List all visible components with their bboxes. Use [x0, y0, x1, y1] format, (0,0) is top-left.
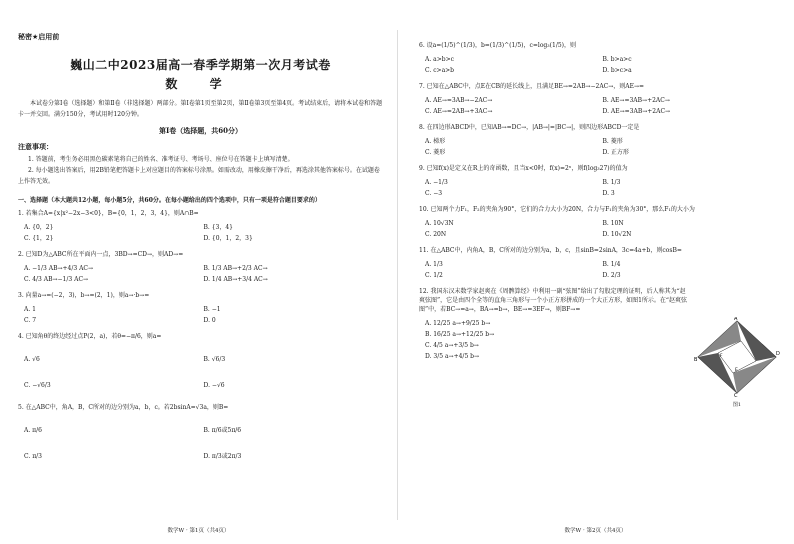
option: C. 20N [425, 231, 447, 238]
option: A. a>b>c [425, 56, 454, 63]
option: A. −1/3 [425, 179, 448, 186]
option: D. 3/5 a→+4/5 b→ [425, 353, 480, 360]
question-2: 2. 已知D为△ABC所在平面内一点，3BD→=CD→，则AD→= [18, 251, 184, 258]
question-5-options [18, 417, 383, 469]
option: B. π/6或5π/6 [203, 426, 242, 434]
question-1: 1. 若集合A={x|x²−2x−3<0}，B={0，1，2，3，4}，则A∩B= [18, 210, 199, 217]
question-9: 9. 已知f(x)是定义在R上的奇函数，且当x<0时，f(x)=2ˣ，则f(log₃27)的值为 [419, 165, 628, 172]
option: A. 1 [24, 306, 36, 313]
option: C. 7 [24, 317, 37, 324]
option: D. 0 [203, 317, 216, 324]
question-6: 6. 设a=(1/5)^(1/3)，b=(1/3)^(1/5)，c=log₃(1/5)，则 [419, 42, 577, 49]
figure-caption: 图1 [732, 402, 742, 408]
label-b: B [694, 357, 698, 363]
option: D. 1/4 AB→+3/4 AC→ [203, 276, 268, 283]
exam-intro: 本试卷分第Ⅰ卷（选择题）和第Ⅱ卷（非选择题）两部分。第Ⅰ卷第1页至第2页，第Ⅱ卷第3页至第4页。考试结束后，请将本试卷和答题卡一并交回。满分150分，考试用时120分钟。 [18, 100, 383, 118]
page-footer: 数学W · 第2页（共4页） [564, 528, 627, 534]
option: C. −3 [425, 190, 443, 197]
option: D. −√6 [203, 381, 225, 389]
zhao-shuang-figure [694, 317, 780, 408]
option: A. 12/25 a→+9/25 b→ [425, 320, 491, 327]
option: C. c>a>b [425, 67, 455, 74]
question-4-options [18, 346, 383, 398]
option: B. 1/3 AB→+2/3 AC→ [203, 265, 268, 272]
option: A. 梯形 [425, 138, 446, 145]
label-a: A [734, 317, 738, 322]
question-8-options [419, 137, 780, 159]
option: D. 3 [602, 190, 615, 197]
question-3: 3. 向量a→=(−2，3)，b→=(2，1)，则a→·b→= [18, 292, 150, 299]
question-10-options [419, 219, 780, 241]
option: B. AE→=3AB→+2AC→ [602, 97, 670, 104]
option: D. 10√2N [602, 231, 632, 238]
question-1-options [18, 223, 383, 245]
part-1-heading: 第Ⅰ卷（选择题，共60分） [158, 126, 242, 135]
option: D. b>c>a [602, 67, 632, 74]
question-12: 12. 我国东汉末数学家赵爽在《周髀算经》中利用一副“弦图”给出了勾股定理的证明，后人称其为“赵爽弦图”，它是由四个全等的直角三角形与一个小正方形拼成的一个大正方形，如图1所示。在“赵爽弦图”中，若BC→=a→，BA→=b→，BE→=3EF→，则BF→= [419, 288, 687, 313]
option: B. 16/25 a→+12/25 b→ [425, 331, 495, 338]
notice-1: 1. 答题前，考生务必用黑色碳素笔将自己的姓名、准考证号、考场号、座位号在答题卡上填写清楚。 [28, 156, 294, 163]
option: B. {3，4} [203, 224, 233, 231]
option: A. AE→=3AB→−2AC→ [425, 97, 493, 104]
label-d: D [776, 351, 780, 357]
option: C. AE→=2AB→+3AC→ [425, 108, 493, 115]
option: B. 1/4 [602, 261, 621, 268]
question-10: 10. 已知两个力F₁，F₂的夹角为90°，它们的合力大小为20N，合力与F₁的夹角为30°，那么F₁的大小为 [419, 206, 695, 213]
question-7: 7. 已知在△ABC中，点E在CB的延长线上，且满足BE→=2AB→−2AC→，则AE→= [419, 83, 645, 90]
option: C. {1，2} [24, 235, 54, 242]
page-footer: 数学W · 第1页（共4页） [167, 528, 230, 534]
exam-subject: 数 学 [165, 77, 236, 91]
secret-label: 秘密★启用前 [18, 33, 60, 41]
label-c: C [734, 393, 738, 397]
question-11: 11. 在△ABC中，内角A，B，C所对的边分别为a，b，c，且sinB=2sinA，3c=4a+b，则cosB= [419, 247, 682, 254]
option: A. π/6 [24, 426, 42, 434]
notice-heading: 注意事项： [18, 142, 53, 151]
option: B. b>a>c [602, 56, 632, 63]
option: B. 1/3 [602, 179, 621, 186]
option: D. 2/3 [602, 272, 621, 279]
question-2-options [18, 264, 383, 286]
question-11-options [419, 260, 780, 282]
notice-2: 2. 每小题选出答案后，用2B铅笔把答题卡上对应题目的答案标号涂黑。如需改动，用橡皮擦干净后，再选涂其他答案标号。在试题卷上作答无效。 [18, 167, 380, 185]
option: B. 菱形 [602, 138, 623, 145]
question-5: 5. 在△ABC中，角A，B，C所对的边分别为a，b，c。若2bsinA=√3a，则B= [18, 404, 229, 411]
option: D. π/3或2π/3 [203, 452, 242, 460]
option: C. 4/3 AB→−1/3 AC→ [24, 276, 89, 283]
question-4: 4. 已知角θ的终边经过点P(2，a)，若θ=−π/6，则a= [18, 333, 162, 340]
option: D. AE→=3AB→+2AC→ [602, 108, 671, 115]
option: A. −1/3 AB→+4/3 AC→ [24, 265, 94, 272]
option: D. 正方形 [602, 149, 629, 156]
option: B. 10N [602, 220, 624, 227]
option: A. √6 [24, 355, 40, 363]
option: C. 1/2 [425, 272, 443, 279]
option: D. {0，1，2，3} [203, 235, 253, 242]
option: C. 4/5 a→+3/5 b→ [425, 342, 479, 349]
option: A. 10√3N [425, 220, 454, 227]
question-8: 8. 在四边形ABCD中，已知AB→=DC→，|AB→|=|BC→|，则四边形ABCD一定是 [419, 124, 640, 131]
question-12-block [419, 287, 780, 408]
option: C. π/3 [24, 452, 42, 460]
option: C. 菱形 [425, 149, 446, 156]
section-1-heading: 一、选择题（本大题共12小题，每小题5分，共60分。在每小题给出的四个选项中，只有一项是符合题目要求的） [18, 197, 321, 204]
exam-title: 巍山二中2023届高一春季学期第一次月考试卷 [70, 58, 331, 72]
string-diagram [694, 317, 780, 397]
page-2 [397, 0, 794, 544]
question-6-options [419, 55, 780, 77]
question-3-options [18, 305, 383, 327]
label-e: E [735, 368, 738, 373]
option: B. √6/3 [203, 355, 226, 363]
option: C. −√6/3 [24, 381, 51, 389]
label-f: F [720, 354, 723, 359]
option: A. {0，2} [24, 224, 54, 231]
question-7-options [419, 96, 780, 118]
option: A. 1/3 [425, 261, 443, 268]
option: B. −1 [203, 306, 221, 313]
question-9-options [419, 178, 780, 200]
